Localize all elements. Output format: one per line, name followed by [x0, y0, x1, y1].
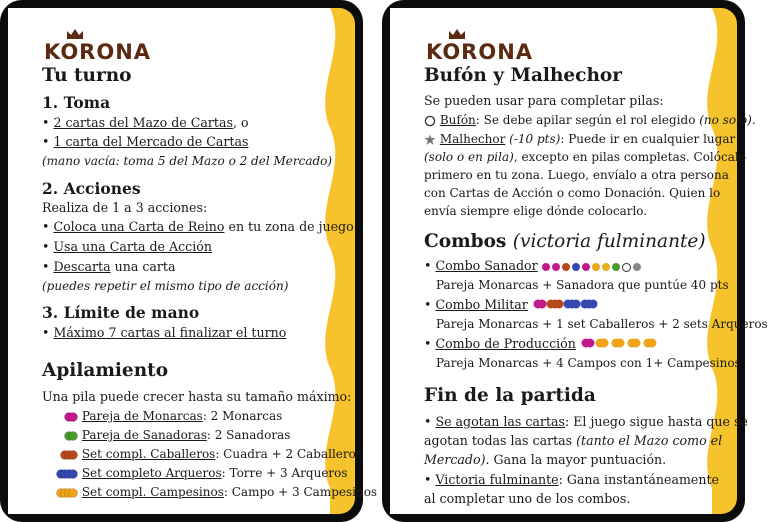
- combo-produccion-link[interactable]: Combo de Producción: [435, 336, 576, 351]
- step3-heading: 3. Límite de mano: [42, 303, 200, 322]
- card-chip-icon: [622, 263, 631, 272]
- malhechor-text-5: envía siempre elige dónde colocarlo.: [424, 204, 648, 218]
- stack-item-link[interactable]: Set compl. Campesinos: [81, 485, 224, 499]
- stacking-intro: Una pila puede crecer hasta su tamaño máximo:: [42, 389, 352, 404]
- hand-limit-item: • Máximo 7 cartas al finalizar el turno: [42, 325, 287, 340]
- militar-cards-icons: [532, 297, 602, 315]
- bufon-link[interactable]: Bufón: [439, 113, 476, 127]
- malhechor-line: Malhechor (-10 pts): Puede ir en cualquier lugar: [424, 130, 734, 148]
- card-chip-icon: [562, 263, 570, 271]
- end-heading: Fin de la partida: [424, 385, 596, 406]
- use-action-card-link[interactable]: Usa una Carta de Acción: [53, 239, 212, 254]
- crown-icon: [448, 28, 466, 40]
- combo-produccion-desc: Pareja Monarcas + 4 Campos con 1+ Campesinos: [436, 356, 741, 370]
- action-item-2: • Usa una Carta de Acción: [42, 239, 212, 254]
- step1-option-2: • 1 carta del Mercado de Cartas: [42, 134, 249, 149]
- stack-item: Pareja de Sanadoras: 2 Sanadoras: [42, 426, 352, 444]
- stack-chips-icon: [42, 430, 78, 442]
- card-chip-icon: [633, 263, 641, 271]
- combo-militar-link[interactable]: Combo Militar: [435, 297, 528, 312]
- combo-sanador-desc: Pareja Monarcas + Sanadora que puntúe 40 pts: [436, 278, 729, 292]
- discard-link[interactable]: Descarta: [53, 259, 111, 274]
- card-chip-icon: [592, 263, 600, 271]
- step1-option-1: • 2 cartas del Mazo de Cartas, o: [42, 115, 249, 130]
- card-face: [390, 8, 768, 514]
- step2-heading: 2. Acciones: [42, 179, 141, 198]
- bufon-icon: [424, 115, 436, 127]
- card-chip-icon: [542, 263, 550, 271]
- combo-sanador-link[interactable]: Combo Sanador: [435, 258, 538, 273]
- end-item-1-line3: Mercado). Gana la mayor puntuación.: [424, 452, 667, 467]
- stack-chips-icon: [42, 411, 78, 423]
- combo-militar: • Combo Militar: [424, 296, 734, 315]
- end-item-1: • Se agotan las cartas: El juego sigue hasta que se: [424, 414, 748, 429]
- action-item-3: • Descarta una carta: [42, 259, 176, 274]
- sanador-cards-icons: [542, 258, 643, 276]
- crown-icon: [66, 28, 84, 40]
- deck-draw-link[interactable]: 2 cartas del Mazo de Cartas: [53, 115, 233, 130]
- bufon-line: Bufón: Se debe apilar según el rol elegido (no solo).: [424, 111, 734, 129]
- stack-item-link[interactable]: Set compl. Caballeros: [81, 447, 216, 461]
- jester-intro: Se pueden usar para completar pilas:: [424, 93, 664, 108]
- hand-limit-link[interactable]: Máximo 7 cartas al finalizar el turno: [53, 325, 287, 340]
- end-item-1-line2: agotan todas las cartas (tanto el Mazo como el: [424, 433, 723, 448]
- end-item-2-line2: al completar uno de los combos.: [424, 491, 631, 506]
- card-special-rules: [382, 0, 768, 522]
- jester-heading: Bufón y Malhechor: [424, 65, 622, 86]
- combo-produccion: • Combo de Producción: [424, 335, 734, 354]
- card-chip-icon: [602, 263, 610, 271]
- card-chip-icon: [582, 263, 590, 271]
- stack-item-link[interactable]: Pareja de Monarcas: [81, 409, 203, 423]
- card-chip-icon: [572, 263, 580, 271]
- korona-logo: KORONA: [426, 28, 526, 68]
- stack-chips-icon: [42, 468, 78, 480]
- card-face: [8, 8, 378, 514]
- produccion-cards-icons: [580, 336, 664, 354]
- militar-chips-icon: [532, 298, 602, 310]
- card-chip-icon: [552, 263, 560, 271]
- step1-heading: 1. Toma: [42, 93, 111, 112]
- card-turn-reference: [0, 0, 378, 522]
- action-item-1: • Coloca una Carta de Reino en tu zona de juego: [42, 219, 354, 234]
- step2-intro: Realiza de 1 a 3 acciones:: [42, 200, 208, 215]
- stack-item: Set compl. Campesinos: Campo + 3 Campesinos: [42, 483, 352, 501]
- produccion-chips-icon: [580, 337, 664, 349]
- malhechor-icon: [424, 134, 436, 146]
- card-chip-icon: [612, 263, 620, 271]
- cards-exhausted-link[interactable]: Se agotan las cartas: [435, 414, 565, 429]
- malhechor-text-2: (solo o en pila), excepto en pilas completas. Colócalo: [424, 150, 746, 164]
- malhechor-link[interactable]: Malhechor: [439, 132, 506, 146]
- stacking-heading: Apilamiento: [42, 360, 169, 381]
- stack-item: Pareja de Monarcas: 2 Monarcas: [42, 407, 352, 425]
- instant-victory-link[interactable]: Victoria fulminante: [435, 472, 559, 487]
- korona-logo: KORONA: [44, 28, 144, 68]
- stack-chips-icon: [42, 449, 78, 461]
- malhechor-text-4: con Cartas de Acción o como Donación. Quien lo: [424, 186, 721, 200]
- malhechor-text-3: primero en tu zona. Luego, envíalo a otra persona: [424, 168, 729, 182]
- stack-item-link[interactable]: Pareja de Sanadoras: [81, 428, 207, 442]
- market-draw-link[interactable]: 1 carta del Mercado de Cartas: [53, 134, 249, 149]
- stack-item: Set completo Arqueros: Torre + 3 Arqueros: [42, 464, 352, 482]
- stack-item-link[interactable]: Set completo Arqueros: [81, 466, 222, 480]
- combo-sanador: • Combo Sanador: [424, 257, 734, 276]
- step1-note: (mano vacía: toma 5 del Mazo o 2 del Mercado): [42, 154, 333, 168]
- stack-item: Set compl. Caballeros: Cuadra + 2 Caballeros: [42, 445, 352, 463]
- stack-chips-icon: [42, 487, 78, 499]
- end-item-2: • Victoria fulminante: Gana instantáneamente: [424, 472, 719, 487]
- place-kingdom-card-link[interactable]: Coloca una Carta de Reino: [53, 219, 225, 234]
- step2-note: (puedes repetir el mismo tipo de acción): [42, 279, 289, 293]
- turn-heading: Tu turno: [42, 65, 132, 86]
- combos-heading: Combos (victoria fulminante): [424, 231, 706, 252]
- combo-militar-desc: Pareja Monarcas + 1 set Caballeros + 2 sets Arqueros: [436, 317, 768, 331]
